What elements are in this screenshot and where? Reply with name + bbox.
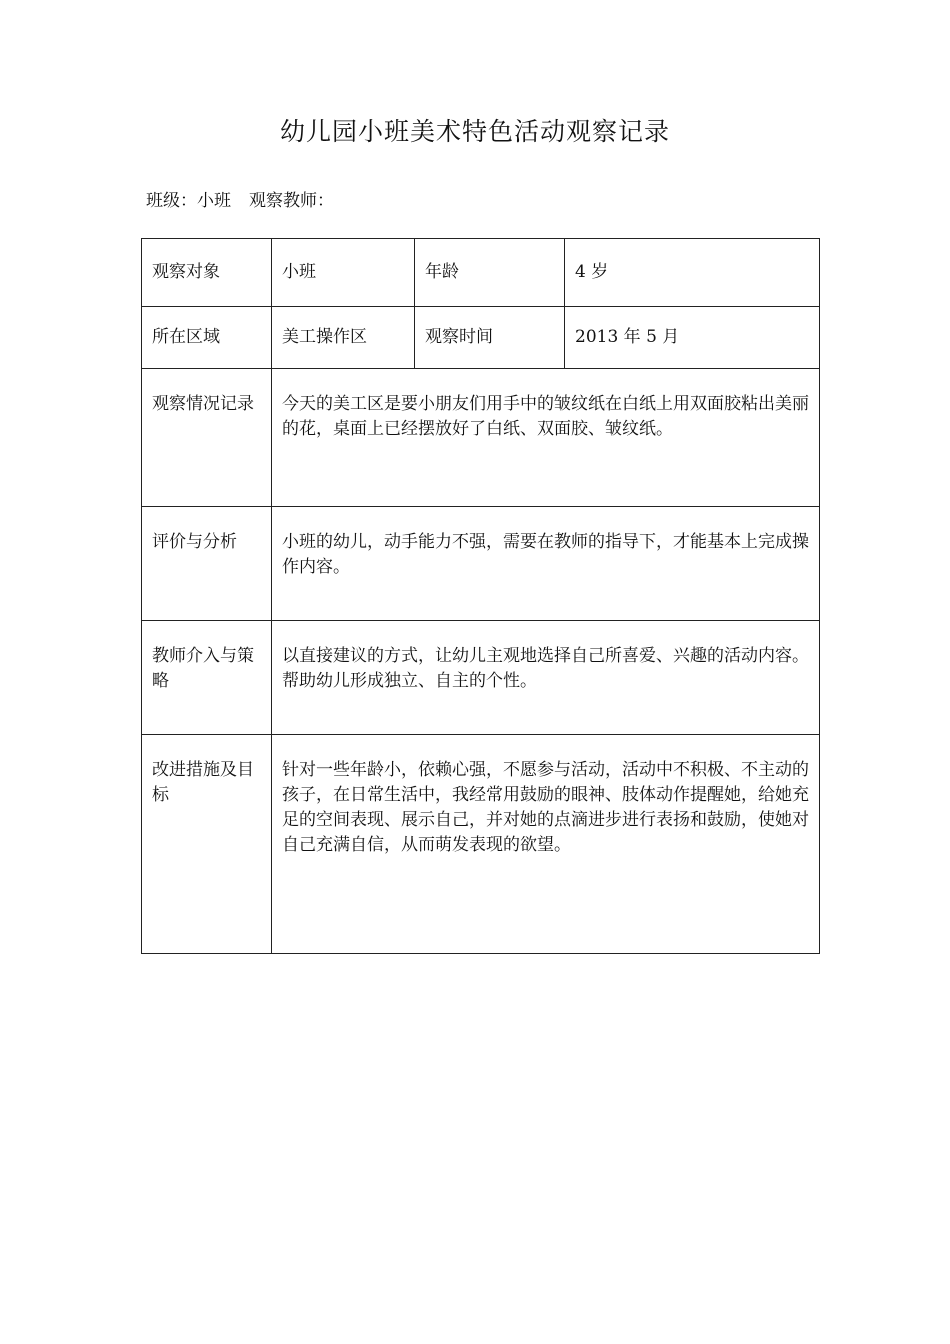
observation-text: 今天的美工区是要小朋友们用手中的皱纹纸在白纸上用双面胶粘出美丽的花，桌面上已经摆放好了白纸、双面胶、皱纹纸。	[282, 394, 809, 439]
intervention-text: 以直接建议的方式，让幼儿主观地选择自己所喜爱、兴趣的活动内容。帮助幼儿形成独立、自主的个性。	[282, 646, 809, 691]
table-row-observation	[142, 369, 820, 507]
value-age: 4 岁	[565, 239, 820, 307]
table-row-intervention	[142, 621, 820, 735]
label-intervention	[142, 621, 272, 735]
value-time: 2013 年 5 月	[565, 307, 820, 369]
teacher-label: 观察教师：	[249, 191, 334, 211]
value-intervention	[272, 621, 820, 735]
label-improvement-text: 改进措施及目标	[152, 760, 254, 805]
class-label: 班级：小班	[146, 191, 231, 211]
label-improvement	[142, 735, 272, 954]
table-row-subject	[142, 239, 820, 307]
label-evaluation	[142, 507, 272, 621]
table-row-evaluation	[142, 507, 820, 621]
document-title: 幼儿园小班美术特色活动观察记录	[279, 117, 670, 146]
class-teacher-line	[146, 188, 334, 214]
improvement-text: 针对一些年龄小，依赖心强，不愿参与活动，活动中不积极、不主动的孩子，在日常生活中，我经常用鼓励的眼神、肢体动作提醒她，给她充足的空间表现、展示自己，并对她的点滴进步进行表扬和鼓励，使她对自己充满自信，从而萌发表现的欲望。	[282, 760, 809, 855]
value-evaluation	[272, 507, 820, 621]
label-area: 所在区域	[142, 307, 272, 369]
table-row-improvement	[142, 735, 820, 954]
table-row-area	[142, 307, 820, 369]
observation-record-table	[141, 238, 820, 954]
value-observation	[272, 369, 820, 507]
value-subject: 小班	[272, 239, 415, 307]
label-observation-text: 观察情况记录	[152, 394, 254, 414]
value-area: 美工操作区	[272, 307, 415, 369]
value-improvement	[272, 735, 820, 954]
label-observation	[142, 369, 272, 507]
label-age: 年龄	[415, 239, 565, 307]
label-intervention-text: 教师介入与策略	[152, 646, 254, 691]
label-time: 观察时间	[415, 307, 565, 369]
label-subject: 观察对象	[142, 239, 272, 307]
evaluation-text: 小班的幼儿，动手能力不强，需要在教师的指导下，才能基本上完成操作内容。	[282, 532, 809, 577]
label-evaluation-text: 评价与分析	[152, 532, 237, 552]
